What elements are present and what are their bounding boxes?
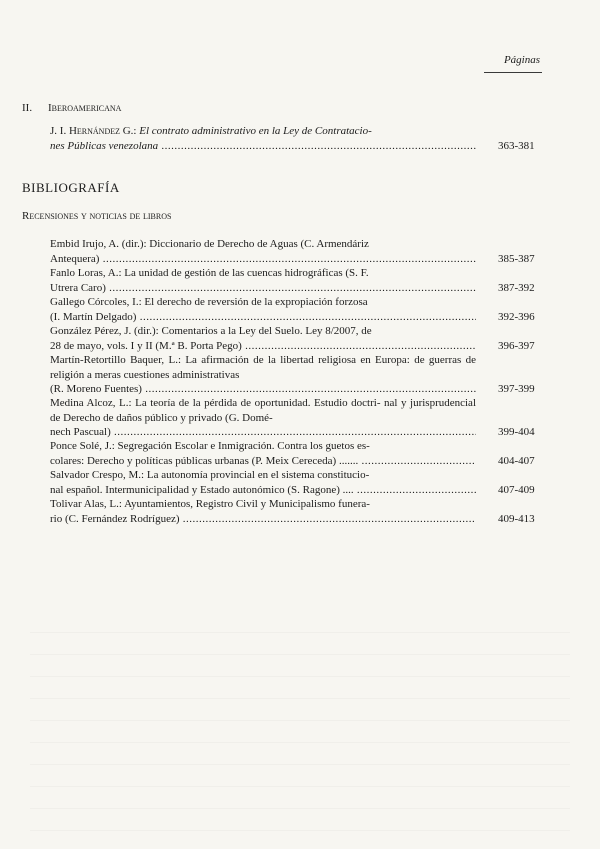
paginas-column-label: Páginas <box>503 54 540 66</box>
entry-line: Medina Alcoz, L.: La teoría de la pérdida de oportunidad. Estudio doctri- <box>50 397 381 409</box>
entry-line: Salvador Crespo, M.: La autonomía provincial en el sistema constitucio- <box>50 469 370 481</box>
entry-pages: 363-381 <box>498 139 535 152</box>
entry-pages: 409-413 <box>498 512 535 525</box>
entry-line: Embid Irujo, A. (dir.): Diccionario de Derecho de Aguas (C. Armendáriz <box>50 238 369 250</box>
entry-pages: 387-392 <box>498 281 535 294</box>
entry-pages: 399-404 <box>498 426 535 438</box>
entry-last-line: Utrera Caro) <box>50 281 106 294</box>
entry-last-line: (I. Martín Delgado) <box>50 310 137 323</box>
entry-line: Tolivar Alas, L.: Ayuntamientos, Registro Civil y Municipalismo funera- <box>50 498 370 510</box>
entry-last-line: Antequera) <box>50 252 100 265</box>
entry-line: González Pérez, J. (dir.): Comentarios a la Ley del Suelo. Ley 8/2007, de <box>50 325 372 337</box>
recensiones-subtitle: Recensiones y noticias de libros <box>22 210 172 222</box>
entry-title: El contrato administrativo en la Ley de Contratacio- <box>139 125 372 137</box>
entry-line: Fanlo Loras, A.: La unidad de gestión de las cuencas hidrográficas (S. F. <box>50 267 369 279</box>
entry-pages: 407-409 <box>498 483 535 496</box>
entry-last-line: colares: Derecho y políticas públicas urbanas (P. Meix Cereceda) ....... <box>50 454 359 467</box>
bibliografia-title: BIBLIOGRAFÍA <box>22 180 120 195</box>
entry-last-line: nech Pascual) <box>50 426 111 438</box>
paginas-rule <box>484 72 542 73</box>
entry-last-line: 28 de mayo, vols. I y II (M.ª B. Porta Pego) <box>50 339 242 352</box>
entry-pages: 404-407 <box>498 454 535 467</box>
entry-pages: 396-397 <box>498 339 535 352</box>
biblio-entry <box>50 266 535 295</box>
entry-line: Gallego Córcoles, I.: El derecho de reversión de la expropiación forzosa <box>50 296 368 308</box>
bleed-through-texture <box>30 620 570 840</box>
entry-last-line: (R. Moreno Fuentes) <box>50 383 142 395</box>
section-ii-label: Iberoamericana <box>48 102 122 114</box>
biblio-entry <box>50 324 535 353</box>
biblio-entry <box>50 295 535 324</box>
entry-line: Ponce Solé, J.: Segregación Escolar e Inmigración. Contra los guetos es- <box>50 440 370 452</box>
entry-pages: 385-387 <box>498 252 535 265</box>
section-ii-numeral: II. <box>22 102 33 114</box>
entry-last-line: nal español. Intermunicipalidad y Estado autonómico (S. Ragone) .... <box>50 483 354 496</box>
entry-pages: 392-396 <box>498 310 535 323</box>
biblio-entry <box>50 237 535 266</box>
entry-pages: 397-399 <box>498 383 535 395</box>
biblio-entry <box>50 439 535 468</box>
entry-title-cont: nes Públicas venezolana <box>50 139 159 152</box>
section-ii-heading <box>22 102 121 114</box>
biblio-entry <box>50 468 535 497</box>
entry-author: J. I. Hernández G.: <box>50 125 137 137</box>
entry-line: Europa: de guerras de religión a meras cuestiones administrativas <box>50 354 476 381</box>
entry-last-line: rio (C. Fernández Rodríguez) <box>50 512 180 525</box>
biblio-entry <box>50 396 535 440</box>
biblio-entry <box>50 497 535 526</box>
section-ii-entry <box>50 124 535 153</box>
entry-line: nal y jurisprudencial de Derecho de daños público y privado (G. Domé- <box>50 397 476 424</box>
biblio-entry <box>50 353 535 397</box>
entry-line: Martín-Retortillo Baquer, L.: La afirmación de la libertad religiosa en <box>50 354 371 366</box>
